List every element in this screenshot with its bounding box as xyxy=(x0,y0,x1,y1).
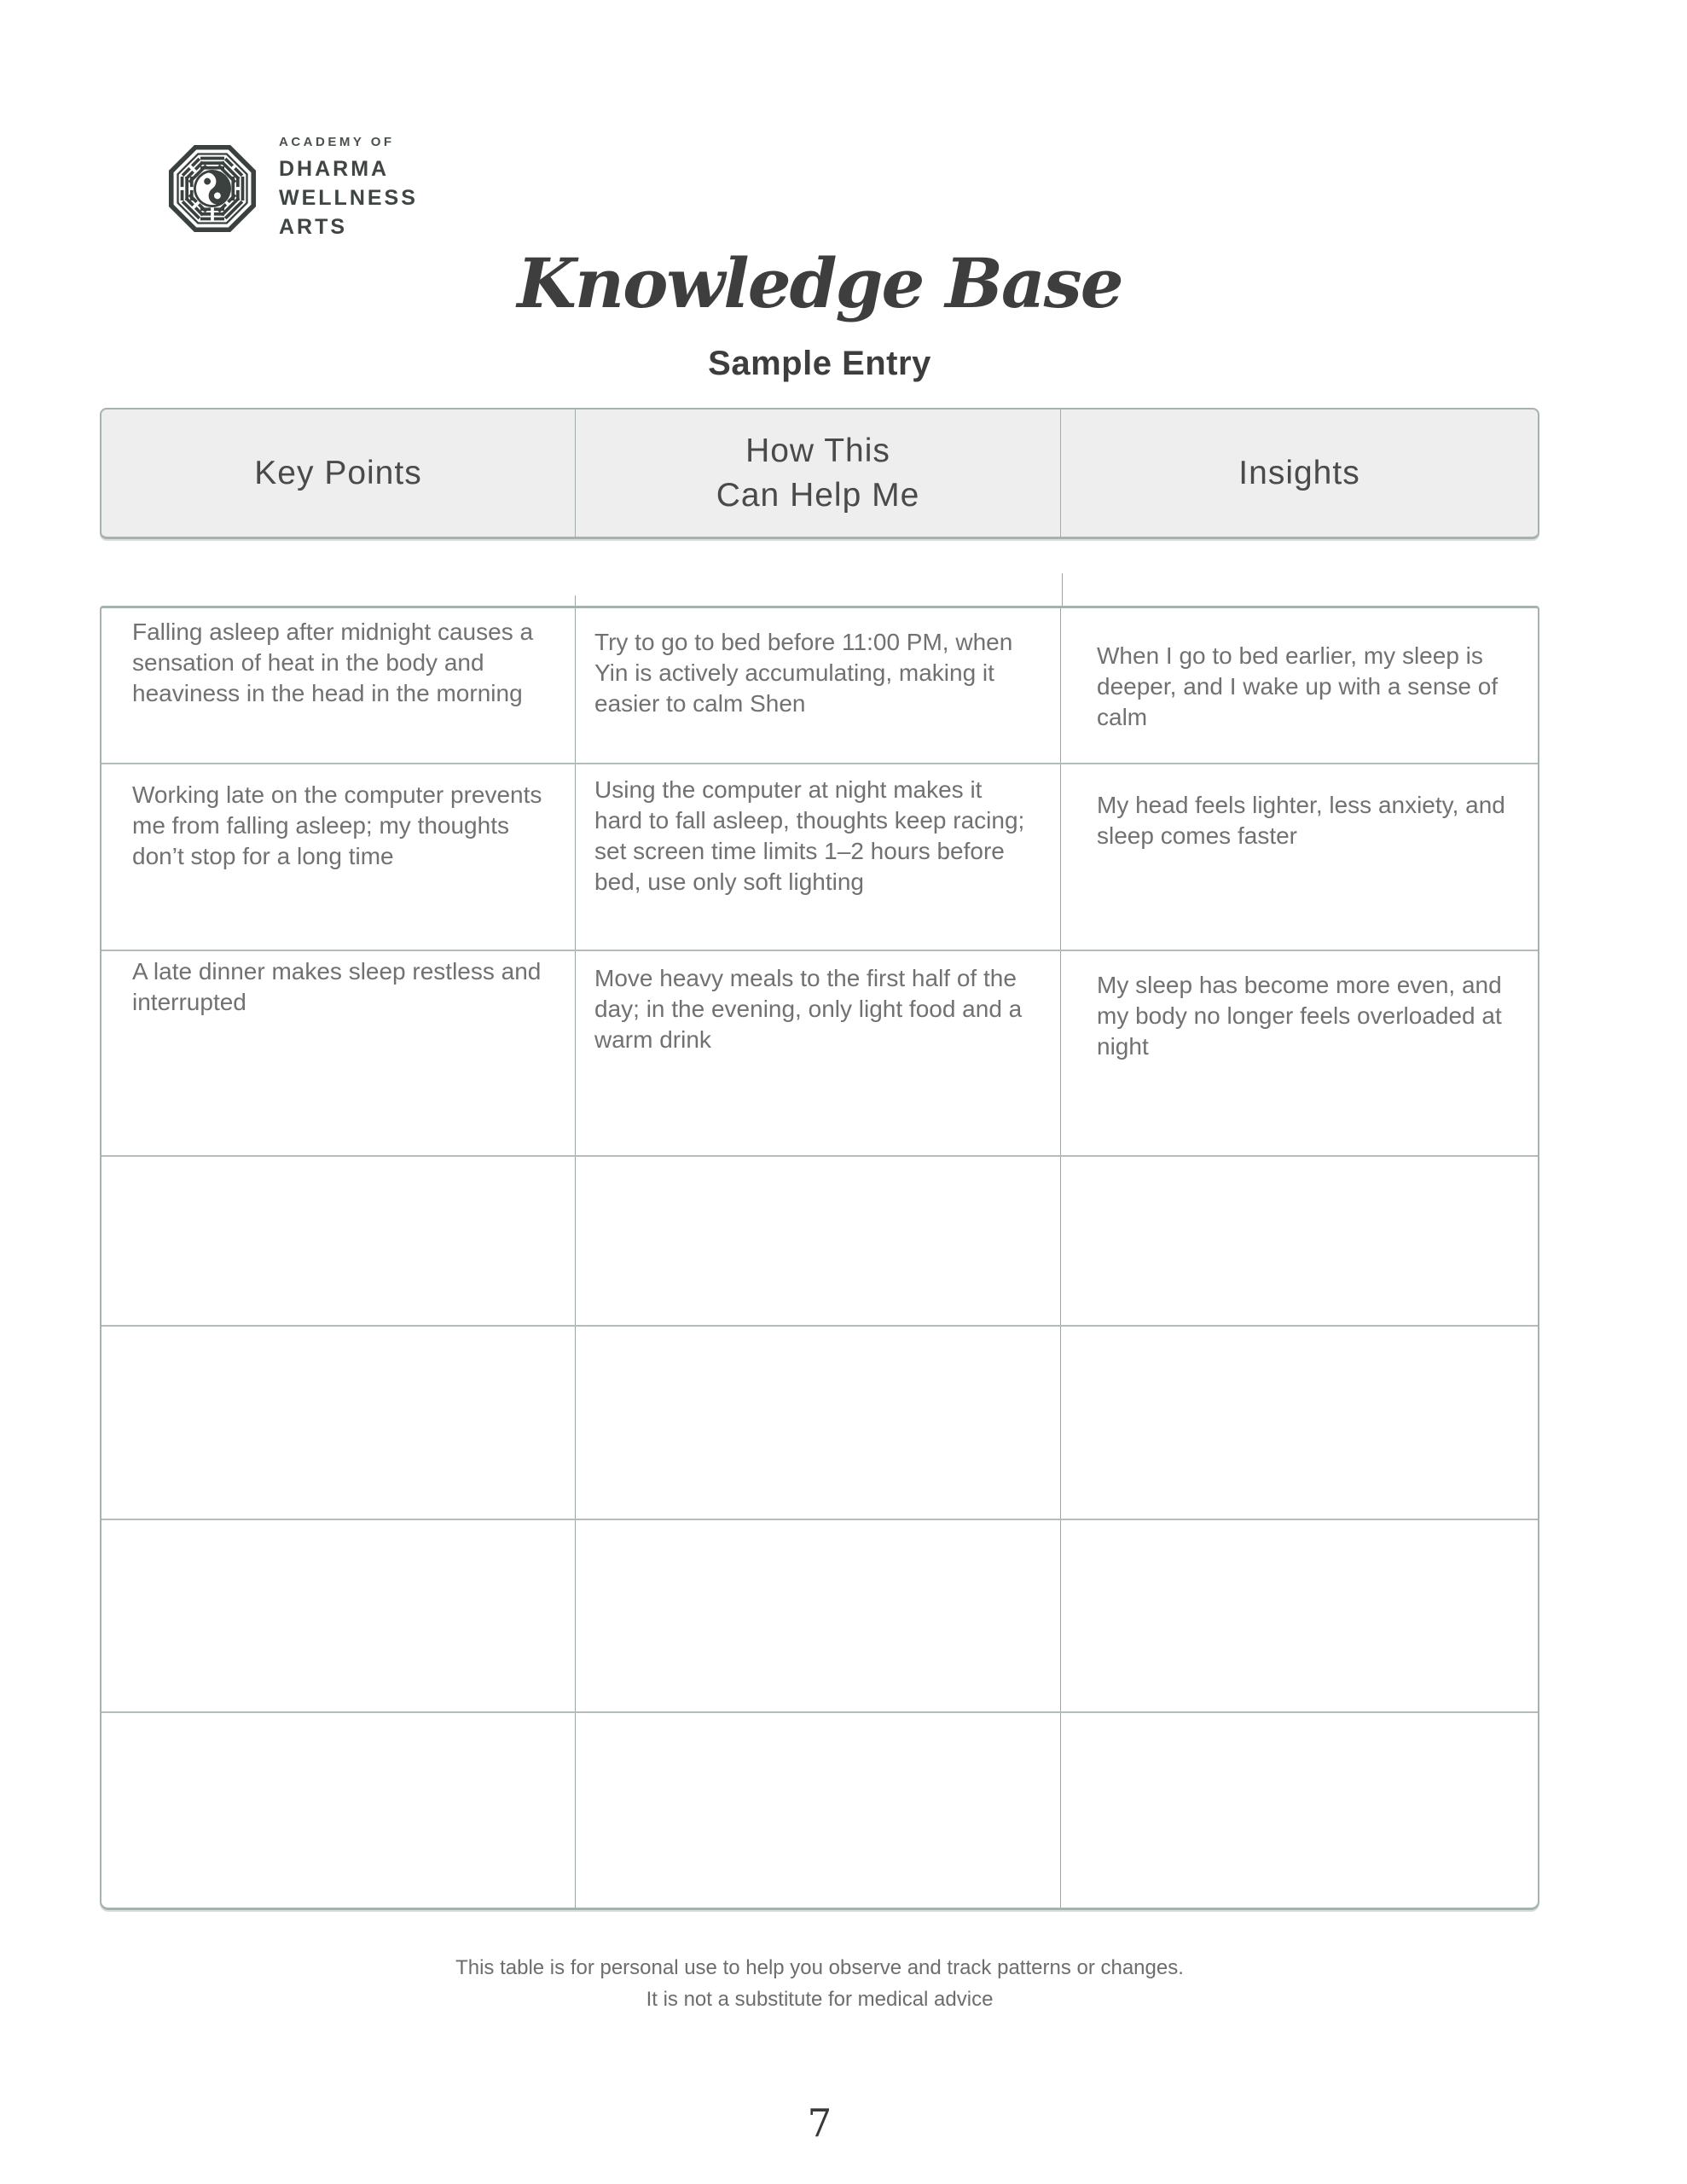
logo xyxy=(165,135,418,241)
header-label: How This xyxy=(745,432,890,469)
table-row xyxy=(101,1157,1538,1327)
logo-name-line-1: DHARMA xyxy=(279,157,390,181)
cell-how-this-can-help-me xyxy=(575,764,1060,950)
cell-text: When I go to bed earlier, my sleep is deeper, and I wake up with a sense of calm xyxy=(1097,642,1499,730)
page-subtitle: Sample Entry xyxy=(708,345,931,382)
divider-stub-col1 xyxy=(575,595,576,606)
footer-note-line-1: This table is for personal use to help you observe and track patterns or changes. xyxy=(455,1956,1184,1979)
bagua-yin-yang-icon xyxy=(165,141,260,236)
page-number: 7 xyxy=(807,2100,832,2146)
table-row xyxy=(101,1713,1538,1908)
cell-insights xyxy=(1060,951,1538,1155)
column-header-key-points xyxy=(101,410,575,537)
column-header-insights xyxy=(1060,410,1538,537)
logo-tagline: ACADEMY OF xyxy=(279,135,395,149)
empty-cell xyxy=(101,1520,575,1711)
cell-text: A late dinner makes sleep restless and interrupted xyxy=(132,958,542,1015)
cell-text: My head feels lighter, less anxiety, and sleep comes faster xyxy=(1097,792,1505,849)
empty-cell xyxy=(101,1157,575,1325)
table-row xyxy=(101,764,1538,951)
empty-cell xyxy=(575,1520,1060,1711)
empty-cell xyxy=(575,1713,1060,1908)
table-row xyxy=(101,1520,1538,1713)
empty-cell xyxy=(1060,1327,1538,1519)
header-label: Insights xyxy=(1238,454,1360,491)
header-label: Can Help Me xyxy=(716,476,920,514)
empty-cell xyxy=(101,1327,575,1519)
cell-key-points xyxy=(101,951,575,1155)
cell-text: Falling asleep after midnight causes a sensation of heat in the body and heaviness in the head in the morning xyxy=(132,619,534,706)
column-header-how-this-can-help-me xyxy=(575,410,1060,537)
knowledge-table xyxy=(100,408,1539,1910)
logo-name-line-3: ARTS xyxy=(279,215,348,239)
header-label: Key Points xyxy=(254,454,422,491)
cell-text: My sleep has become more even, and my body no longer feels overloaded at night xyxy=(1097,972,1502,1060)
cell-text: Try to go to bed before 11:00 PM, when Yin is actively accumulating, making it easier to calm Shen xyxy=(594,629,1013,717)
cell-key-points xyxy=(101,608,575,763)
cell-key-points xyxy=(101,764,575,950)
cell-insights xyxy=(1060,764,1538,950)
empty-cell xyxy=(101,1713,575,1908)
logo-name-line-2: WELLNESS xyxy=(279,186,418,210)
cell-text: Move heavy meals to the first half of the day; in the evening, only light food and a warm drink xyxy=(594,965,1023,1053)
empty-cell xyxy=(1060,1520,1538,1711)
footer-note xyxy=(100,1952,1539,2015)
table-row xyxy=(101,1327,1538,1520)
empty-cell xyxy=(1060,1157,1538,1325)
divider-stub-col2 xyxy=(1062,573,1063,606)
cell-how-this-can-help-me xyxy=(575,608,1060,763)
table-row xyxy=(101,951,1538,1157)
cell-text: Working late on the computer prevents me from falling asleep; my thoughts don’t stop for a long time xyxy=(132,781,542,869)
cell-how-this-can-help-me xyxy=(575,951,1060,1155)
cell-insights xyxy=(1060,608,1538,763)
logo-text xyxy=(279,135,418,241)
empty-cell xyxy=(575,1327,1060,1519)
table-row xyxy=(101,608,1538,764)
empty-cell xyxy=(1060,1713,1538,1908)
table-body xyxy=(100,606,1539,1910)
page-title: Knowledge Base xyxy=(517,243,1122,323)
table-header xyxy=(100,408,1539,539)
empty-cell xyxy=(575,1157,1060,1325)
footer-note-line-2: It is not a substitute for medical advice xyxy=(646,1988,994,2011)
cell-text: Using the computer at night makes it hard to fall asleep, thoughts keep racing; set screen time limits 1–2 hours before bed, use only soft lighting xyxy=(594,776,1025,895)
